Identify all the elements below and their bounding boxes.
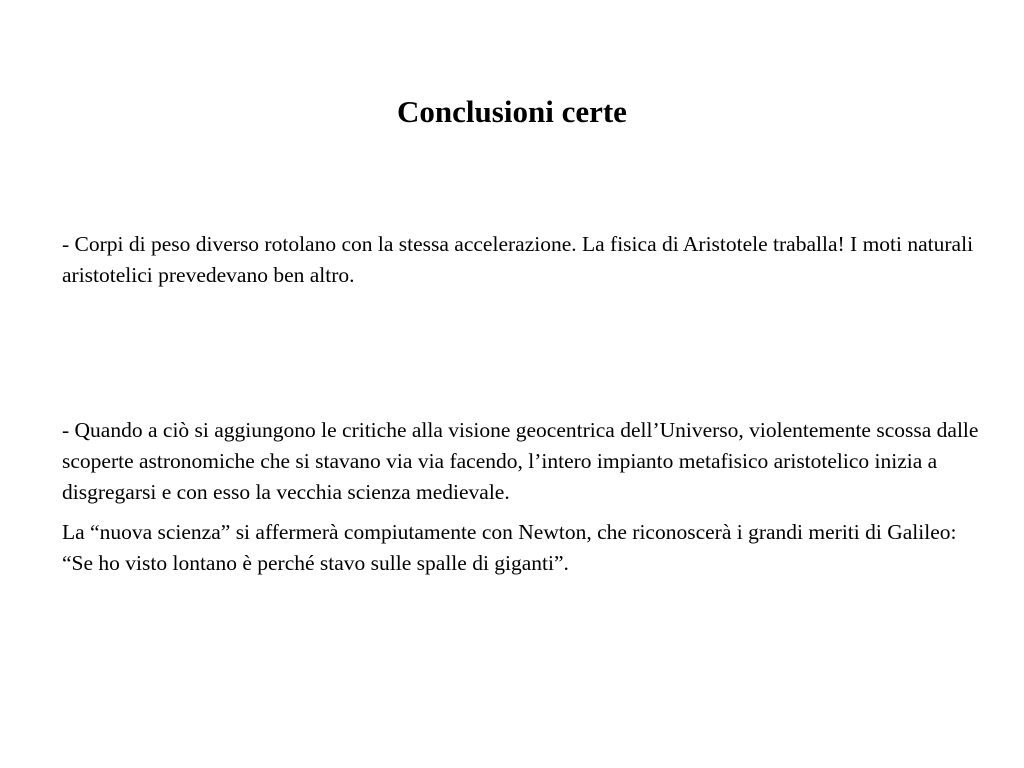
text-block-new-science [62, 415, 982, 579]
slide-title: Conclusioni certe [397, 94, 627, 129]
paragraph-newton-quote: La “nuova scienza” si affermerà compiutamente con Newton, che riconoscerà i grandi meriti di Galileo: “Se ho visto lontano è perché stavo sulle spalle di giganti”. [62, 520, 957, 575]
text-block-aristotle [62, 229, 982, 291]
paragraph-geocentric-critique: - Quando a ciò si aggiungono le critiche alla visione geocentrica dell’Universo, violentemente scossa dalle scoperte astronomiche che si stavano via via facendo, l’intero impianto metafisico aristotelico inizia a disgregarsi e con esso la vecchia scienza medievale. [62, 418, 979, 504]
paragraph-acceleration: - Corpi di peso diverso rotolano con la stessa accelerazione. La fisica di Aristotele traballa! I moti naturali aristotelici prevedevano ben altro. [62, 232, 974, 287]
